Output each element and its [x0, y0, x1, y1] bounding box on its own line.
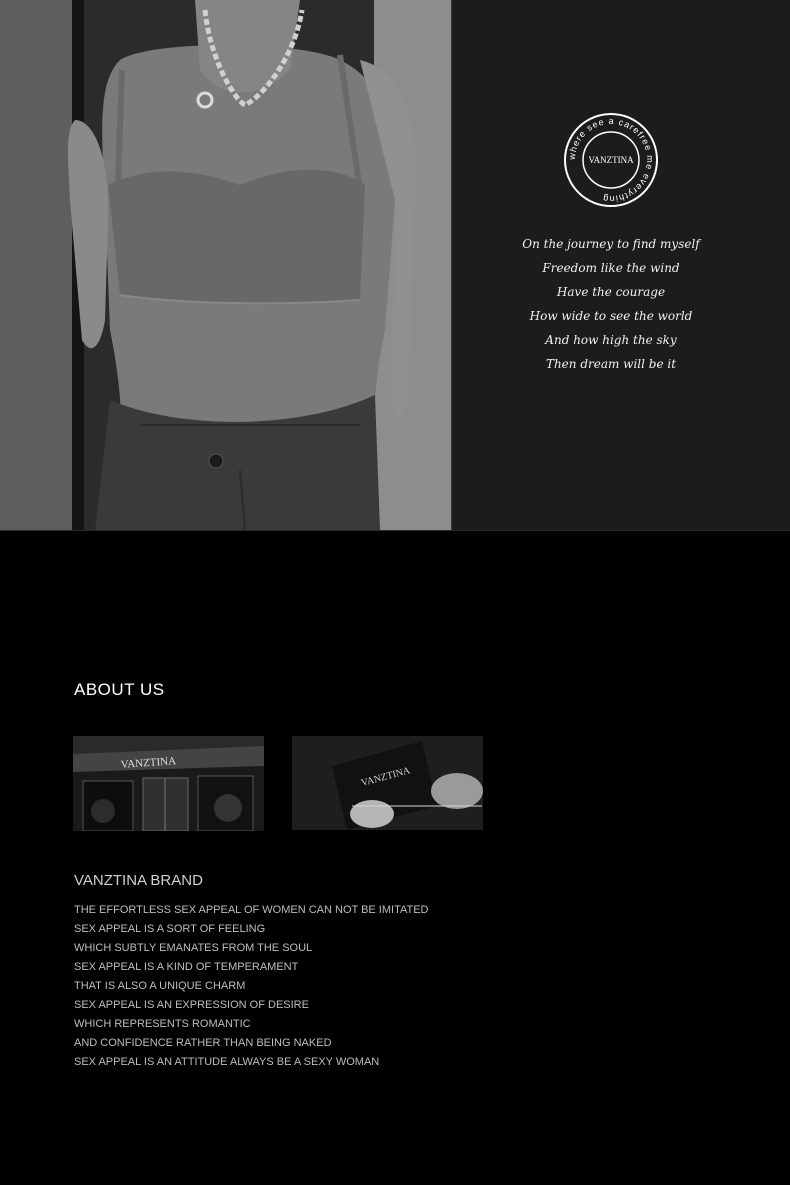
hero-divider	[451, 0, 452, 530]
brand-line: SEX APPEAL IS AN EXPRESSION OF DESIRE	[74, 999, 309, 1011]
poem-block	[520, 232, 702, 376]
poem-line: Then dream will be it	[545, 357, 677, 371]
hero-photo	[0, 0, 451, 530]
seal-ring-text: where see a carefree me everything	[566, 115, 656, 205]
brand-line: THAT IS ALSO A UNIQUE CHARM	[74, 980, 246, 992]
brand-line: WHICH REPRESENTS ROMANTIC	[74, 1018, 251, 1030]
brand-line: AND CONFIDENCE RATHER THAN BEING NAKED	[74, 1037, 332, 1049]
brand-heading: VANZTINA BRAND	[74, 872, 203, 889]
poem-line: Have the courage	[556, 285, 666, 299]
storefront-photo	[73, 736, 264, 831]
seal-brand-text: VANZTINA	[588, 155, 634, 165]
label-brand-text: VANZTINA	[359, 765, 412, 789]
hero-banner	[0, 0, 790, 531]
brand-line: SEX APPEAL IS AN ATTITUDE ALWAYS BE A SEXY WOMAN	[74, 1056, 380, 1068]
brand-seal-logo	[563, 112, 659, 208]
about-us-heading: ABOUT US	[74, 680, 165, 699]
model-illustration	[0, 0, 451, 530]
brand-line: THE EFFORTLESS SEX APPEAL OF WOMEN CAN NOT BE IMITATED	[74, 904, 429, 916]
poem-line: And how high the sky	[545, 333, 677, 347]
brand-line: SEX APPEAL IS A KIND OF TEMPERAMENT	[74, 961, 299, 973]
brand-description	[74, 901, 429, 1072]
storefront-sign-text: VANZTINA	[120, 755, 177, 771]
brand-line: WHICH SUBTLY EMANATES FROM THE SOUL	[74, 942, 313, 954]
poem-line: Freedom like the wind	[542, 261, 680, 275]
sewing-label-photo	[292, 736, 483, 830]
poem-line: On the journey to find myself	[522, 237, 700, 251]
poem-line: How wide to see the world	[529, 309, 693, 323]
brand-line: SEX APPEAL IS A SORT OF FEELING	[74, 923, 266, 935]
